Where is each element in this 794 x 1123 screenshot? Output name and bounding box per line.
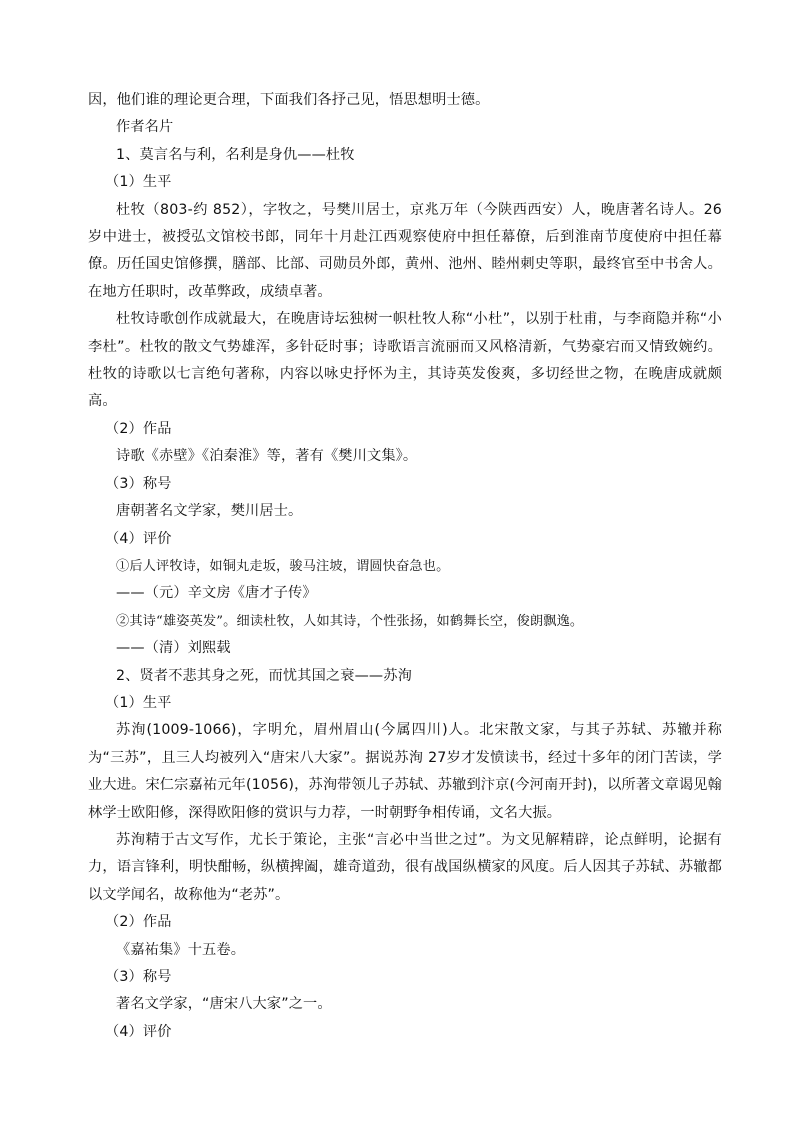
- document-page: [88, 87, 722, 1046]
- author-1-comment-2: ②其诗“雄姿英发”。细读杜牧，人如其诗，个性张扬，如鹤舞长空，俊朗飘逸。: [116, 613, 584, 629]
- author-1-comment-1: ①后人评牧诗，如铜丸走坂，骏马注坡，谓圆快奋急也。: [116, 558, 450, 574]
- author-1-title-heading: （3）称号: [105, 475, 172, 492]
- author-2-works-heading: （2）作品: [105, 914, 172, 931]
- author-1-comment-heading: （4）评价: [105, 530, 172, 547]
- author-1-works-heading: （2）作品: [105, 420, 172, 437]
- section-heading-author-card: 作者名片: [116, 119, 174, 136]
- author-2-achievement-paragraph: 苏洵精于古文写作，尤长于策论，主张“言必中当世之过”。为文见解精辟，论点鲜明，论据有力，语言锋利，明快酣畅，纵横捭阖，雄奇道劲，很有战国纵横家的风度。后人因其子苏轼、苏辙都以文学闻名，故称他为“老苏”。: [88, 831, 722, 903]
- author-1-achievement-paragraph: 杜牧诗歌创作成就最大，在晚唐诗坛独树一帜杜牧人称“小杜”，以别于杜甫，与李商隐并称“小李杜”。杜牧的散文气势雄浑，多针砭时事；诗歌语言流丽而又风格清新，气势豪宕而又情致婉约。杜牧的诗歌以七言绝句著称，内容以咏史抒怀为主，其诗英发俊爽，多切经世之物，在晚唐成就颇高。: [88, 311, 722, 410]
- intro-line: 因，他们谁的理论更合理，下面我们各抒己见，悟思想明士德。: [88, 92, 490, 108]
- author-1-comment-2-source: ——（清）刘熙载: [116, 640, 231, 657]
- author-1-works-text: 诗歌《赤壁》《泊秦淮》等，著有《樊川文集》。: [116, 448, 418, 465]
- author-1-title-text: 唐朝著名文学家，樊川居士。: [116, 503, 303, 520]
- author-2-works-text: 《嘉祐集》十五卷。: [116, 941, 246, 958]
- author-2-heading: 2、贤者不悲其身之死，而忧其国之衰——苏洵: [116, 667, 412, 684]
- author-1-heading: 1、莫言名与利，名利是身仇——杜牧: [116, 146, 355, 163]
- author-2-title-text: 著名文学家，“唐宋八大家”之一。: [116, 996, 332, 1013]
- author-1-comment-1-source: ——（元）辛文房《唐才子传》: [116, 585, 317, 602]
- author-1-life-heading: （1）生平: [105, 174, 172, 191]
- author-1-life-paragraph: 杜牧（803-约 852），字牧之，号樊川居士，京兆万年（今陕西西安）人，晚唐著名诗人。26 岁中进士，被授弘文馆校书郎，同年十月赴江西观察使府中担任幕僚，后到淮南节度使府中担任幕僚。历任国史馆修撰，膳部、比部、司勋员外郎，黄州、池州、睦州刺史等职，最终官至中书舍人。在地方任职时，改革弊政，成绩卓著。: [88, 201, 722, 300]
- author-2-comment-heading: （4）评价: [105, 1023, 172, 1040]
- author-2-life-heading: （1）生平: [105, 694, 172, 711]
- author-2-title-heading: （3）称号: [105, 969, 172, 985]
- author-2-life-paragraph: 苏洵(1009-1066)，字明允，眉州眉山(今属四川)人。北宋散文家，与其子苏轼、苏辙并称为“三苏”，且三人均被列入“唐宋八大家”。据说苏洵 27岁才发愤读书，经过十多年的闭门苦读，学业大进。宋仁宗嘉祐元年(1056)，苏洵带领儿子苏轼、苏辙到汴京(今河南开封)，以所著文章谒见翰林学士欧阳修，深得欧阳修的赏识与力荐，一时朝野争相传诵，文名大振。: [88, 722, 722, 821]
